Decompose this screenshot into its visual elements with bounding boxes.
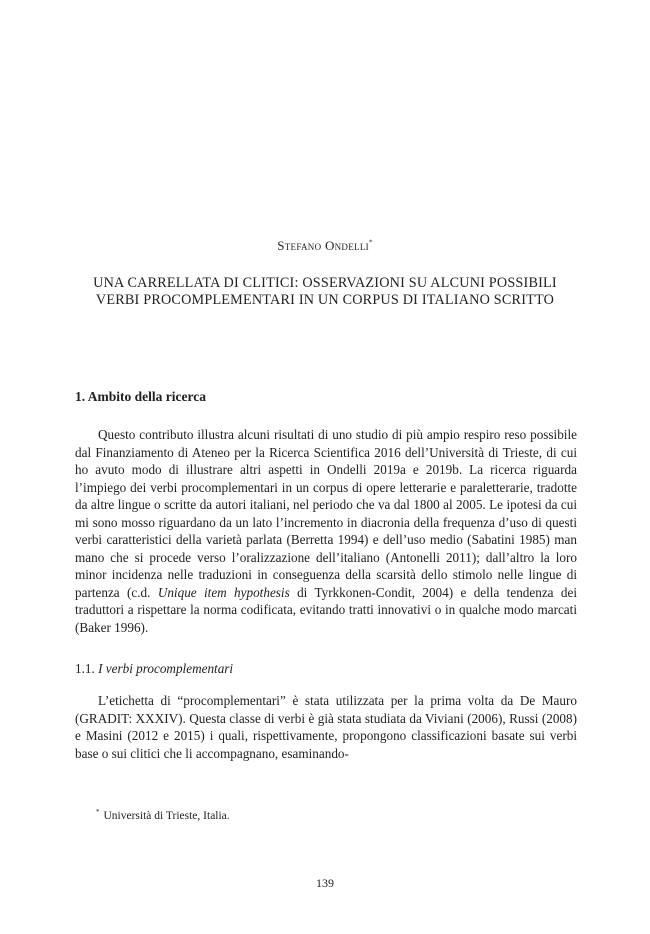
page-number: 139: [316, 876, 334, 890]
subsection-number: 1.1.: [75, 661, 95, 676]
author-name: Stefano Ondelli: [277, 238, 369, 253]
subsection-paragraph: L’etichetta di “procomplementari” è stata utilizzata per la prima volta da De Mauro (GRADIT: XXXIV). Questa classe di verbi è già stata studiata da Viviani (2006), Russi (2008) e Masini (2012 e 2015) i quali, rispettivamente, propongono classificazioni basate sui verbi base o sui clitici che li accompagnano, esaminando-: [75, 693, 577, 761]
title-line-2: VERBI PROCOMPLEMENTARI IN UN CORPUS DI ITALIANO SCRITTO: [95, 292, 555, 308]
paper-title: [60, 275, 590, 309]
subsection-heading: [75, 661, 233, 677]
paragraph-text-part-1: Questo contributo illustra alcuni risultati di uno studio di più ampio respiro reso possibile dal Finanziamento di Ateneo per la Ricerca Scientifica 2016 dell’Università di Trieste, di cui ho avuto modo di illustrare altri aspetti in Ondelli 2019a e 2019b. La ricerca riguarda l’impiego dei verbi procomplementari in un corpus di opere letterarie e paraletterarie, tradotte da altre lingue o scritte da autori italiani, nel periodo che va dal 1800 al 2005. Le ipotesi da cui mi sono mosso riguardano da un lato l’incremento in diacronia della frequenza d’uso di questi verbi caratteristici della varietà parlata (Berretta 1994) e dell’uso medio (Sabatini 1985) man mano che si procede verso l’oralizzazione dell’italiano (Antonelli 2011); dall’altro la loro minor incidenza nelle traduzioni in conseguenza della scarsità dello stimolo nelle lingue di partenza (c.d.: [75, 427, 577, 600]
footnote: [96, 808, 230, 822]
author-footnote-marker: *: [368, 238, 373, 247]
footnote-marker: *: [96, 808, 100, 816]
footnote-text: Università di Trieste, Italia.: [103, 809, 230, 822]
section-1-paragraph: [75, 426, 577, 636]
author-line: [0, 238, 650, 254]
subsection-title: I verbi procomplementari: [98, 661, 234, 676]
section-heading: 1. Ambito della ricerca: [75, 389, 206, 404]
paragraph-text-part-2: di Tyrkkonen-Condit, 2004) e della tendenza dei traduttori a rispettare la norma codificata, evitando tratti innovativi o in qualche modo marcati (Baker 1996).: [75, 584, 578, 635]
title-line-1: UNA CARRELLATA DI CLITICI: OSSERVAZIONI SU ALCUNI POSSIBILI: [93, 275, 557, 291]
paragraph-italic-term: Unique item hypothesis: [157, 584, 290, 600]
